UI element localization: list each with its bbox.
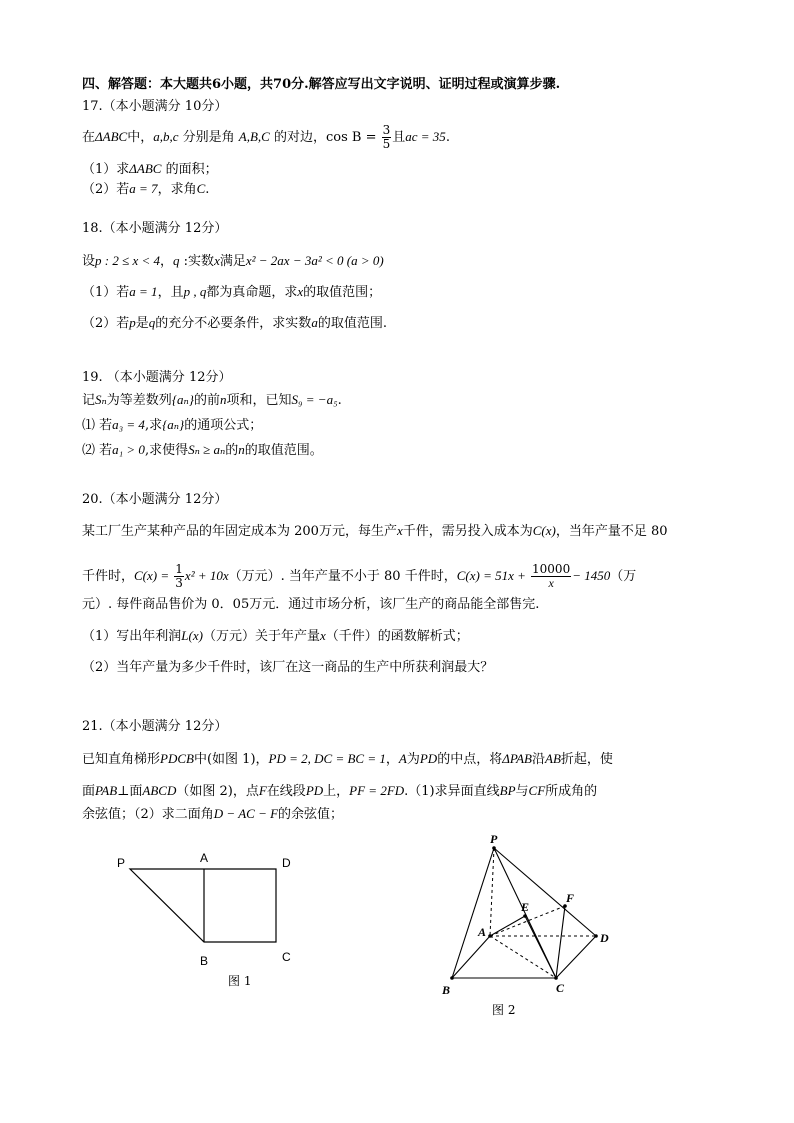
label-b: B [442,983,451,997]
dashed-pa [490,848,494,936]
q20-title: 20.（本小题满分 12分） [82,492,228,507]
trapezoid-outline [130,869,276,942]
fraction: $\frac{10000}{x}$ [532,562,571,590]
q17-stem: 在ΔABC中，a,b,c 分别是角 A,B,C 的对边，cos B = $\frac{3}{5}$ 且ac = 35. [82,123,450,151]
edge-ba [452,936,490,978]
q19-stem: 记Sₙ为等差数列{aₙ}的前n项和，已知S₉ = −a₅. [82,392,342,408]
q18-part1: （1）若a = 1，且p , q都为真命题，求x的取值范围； [82,284,382,300]
label-c: C [556,981,565,995]
label-a: A [478,925,487,939]
edge-cf [556,906,565,978]
point-a [488,934,492,938]
q19-part1: ⑴ 若a₃ = 4,求{aₙ}的通项公式； [82,417,263,433]
point-d [594,934,598,938]
figure-1-trapezoid [100,845,320,995]
q17-title: 17.（本小题满分 10分） [82,99,228,114]
q17-part1: （1）求ΔABC 的面积； [82,161,218,177]
label-c: C [282,950,291,964]
edge-cd [556,936,596,978]
point-p [492,846,496,850]
q20-line2: 千件时，C(x) = $\frac{1}{3}$ x² + 10x（万元）. 当年产量不小于 80 千件时，C(x) = 51x + $\frac{10000}{x}$ − 1450（万 [82,562,637,590]
point-c [554,976,558,980]
q20-part1: （1）写出年利润L(x)（万元）关于年产量x（千件）的函数解析式； [82,628,469,644]
label-p: P [490,832,498,846]
label-f: F [566,891,575,905]
label-e: E [521,900,530,914]
section-header: 四、解答题：本大题共6小题，共70分.解答应写出文字说明、证明过程或演算步骤. [82,77,561,92]
q20-line3: 元）. 每件商品售价为 0．05万元．通过市场分析，该厂生产的商品能全部售完. [82,597,540,612]
q21-title: 21.（本小题满分 12分） [82,719,228,734]
figure-2-caption: 图 2 [492,1003,516,1017]
edge-pb [452,848,494,978]
figure-2-solid [430,828,630,1028]
label-d: D [282,856,291,870]
q19-part2: ⑵ 若a₁ > 0,求使得Sₙ ≥ aₙ的n的取值范围。 [82,442,323,458]
point-e [523,914,527,918]
q20-line1: 某工厂生产某种产品的年固定成本为 200万元，每生产x千件，需另投入成本为C(x)，当年产量不足 80 [82,523,668,539]
q18-part2: （2）若p是q的充分不必要条件，求实数a的取值范围. [82,315,387,331]
q21-line1: 已知直角梯形PDCB中(如图 1)，PD = 2, DC = BC = 1，A为PD的中点，将ΔPAB沿AB折起，使 [82,751,613,767]
q20-part2: （2）当年产量为多少千件时，该厂在这一商品的生产中所获利润最大？ [82,660,494,675]
fraction: $\frac{1}{3}$ [175,562,183,590]
label-b: B [200,954,209,968]
label-p: P [117,856,126,870]
point-b [450,976,454,980]
q21-line2: 面PAB⊥面ABCD（如图 2)，点F在线段PD上，PF = 2FD.（1)求异面直线BP与CF所成角的 [82,783,598,799]
edge-pd [494,848,596,936]
edge-ae [490,916,525,936]
q19-title: 19. （本小题满分 12分） [82,370,232,385]
q17-part2: （2）若a = 7，求角C. [82,181,210,197]
label-d: D [600,931,609,945]
q18-title: 18.（本小题满分 12分） [82,221,228,236]
figure-1-caption: 图 1 [228,974,252,988]
label-a: A [200,851,209,865]
fraction: $\frac{3}{5}$ [382,123,391,151]
q18-stem: 设p : 2 ≤ x < 4，q :实数x满足x² − 2ax − 3a² < 0 (a > 0) [82,253,384,269]
q21-line3: 余弦值；（2）求二面角D − AC − F的余弦值； [82,806,344,822]
